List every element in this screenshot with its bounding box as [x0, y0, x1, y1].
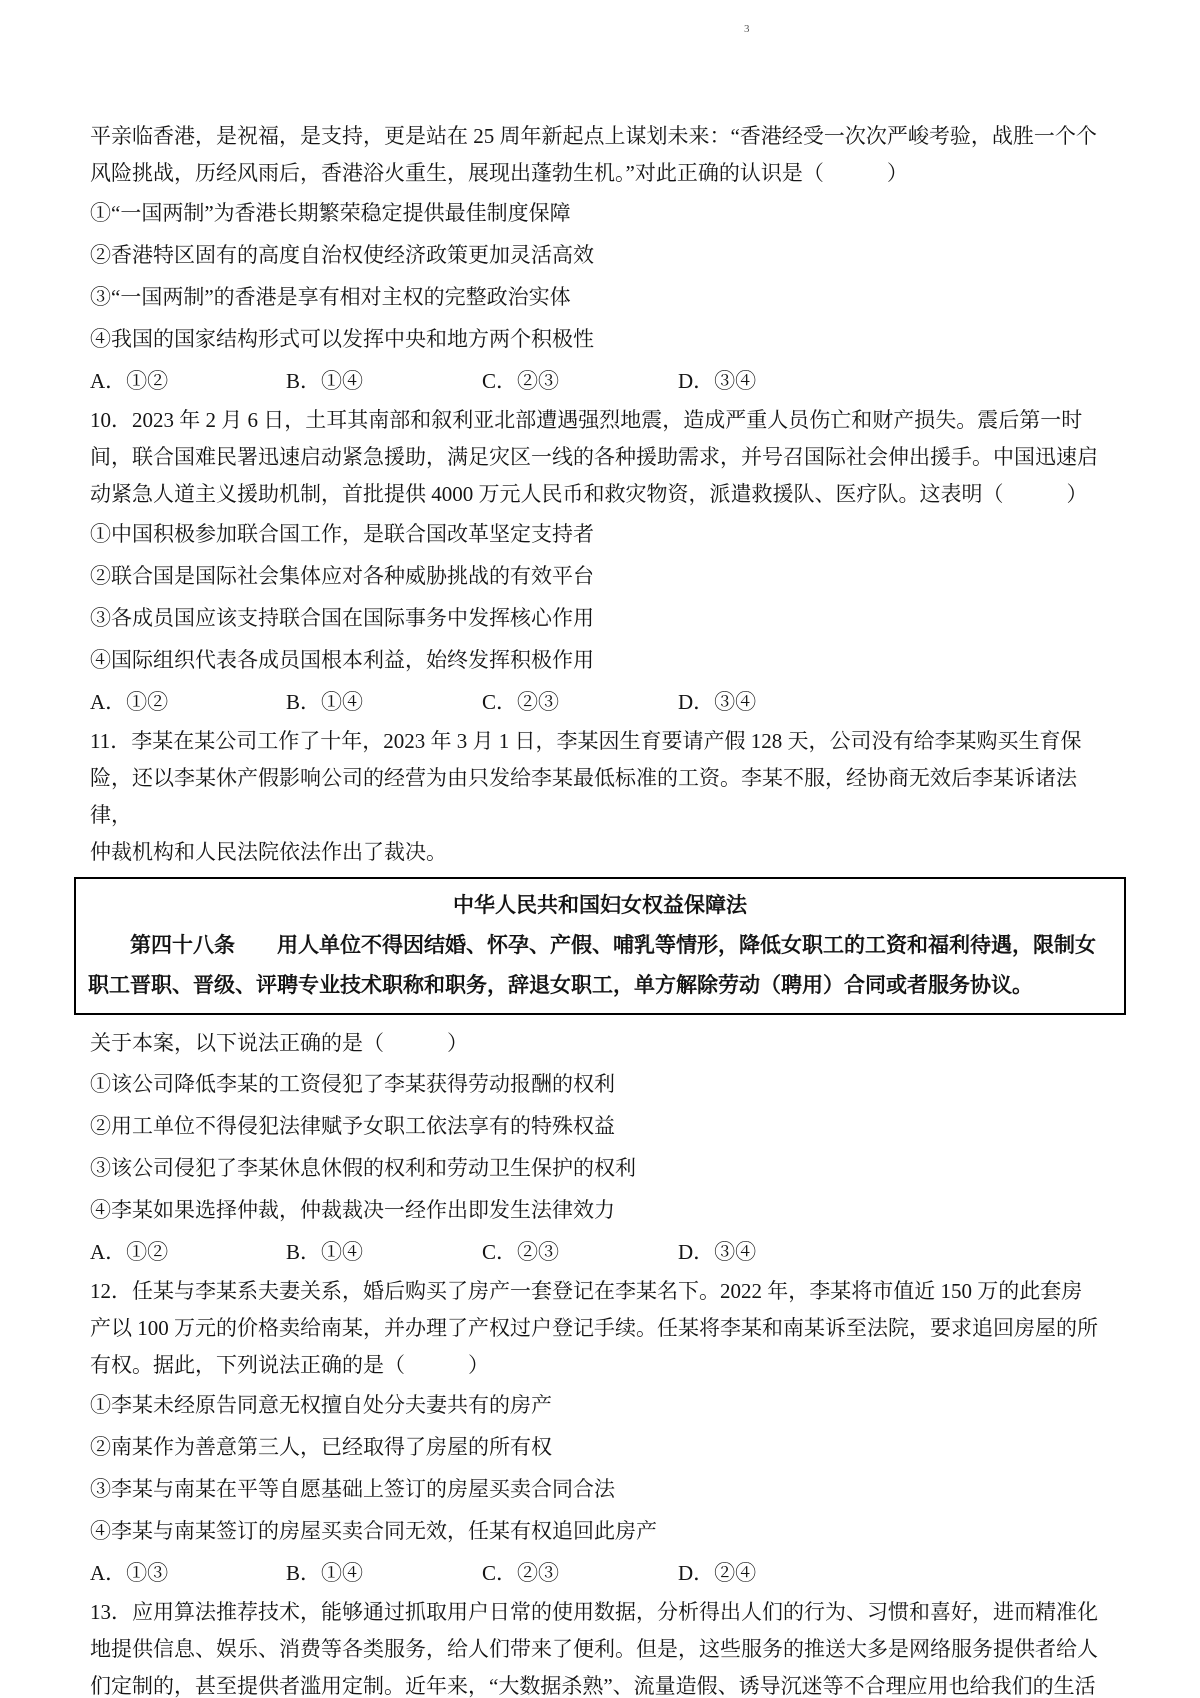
question-9-stem-line-2: 风险挑战，历经风雨后，香港浴火重生，展现出蓬勃生机。”对此正确的认识是（ ） — [90, 161, 908, 185]
question-12-option-3: ③李某与南某在平等自愿基础上签订的房屋买卖合同合法 — [90, 1477, 615, 1501]
question-10-stem-line-2: 间，联合国难民署迅速启动紧急援助，满足灾区一线的各种援助需求，并号召国际社会伸出援手。中国迅速启 — [90, 445, 1098, 469]
question-9-option-3: ③“一国两制”的香港是享有相对主权的完整政治实体 — [90, 285, 571, 309]
question-12-option-4: ④李某与南某签订的房屋买卖合同无效，任某有权追回此房产 — [90, 1519, 657, 1543]
page-corner-mark: 3 — [744, 23, 750, 35]
question-10-option-3: ③各成员国应该支持联合国在国际事务中发挥核心作用 — [90, 606, 594, 630]
question-10 — [90, 402, 1110, 723]
question-11-stem-line-3: 仲裁机构和人民法院依法作出了裁决。 — [90, 840, 447, 864]
question-10-choice-d: D．③④ — [678, 690, 757, 714]
question-9-option-1: ①“一国两制”为香港长期繁荣稳定提供最佳制度保障 — [90, 201, 571, 225]
question-11 — [90, 723, 1110, 1273]
question-10-stem-line-1: 10．2023 年 2 月 6 日，土耳其南部和叙利亚北部遭遇强烈地震，造成严重人员伤亡和财产损失。震后第一时 — [90, 408, 1083, 432]
question-12-option-1: ①李某未经原告同意无权擅自处分夫妻共有的房产 — [90, 1393, 552, 1417]
question-11-option-4: ④李某如果选择仲裁，仲裁裁决一经作出即发生法律效力 — [90, 1198, 615, 1222]
question-12-stem-line-1: 12．任某与李某系夫妻关系，婚后购买了房产一套登记在李某名下。2022 年，李某将市值近 150 万的此套房 — [90, 1279, 1083, 1303]
question-11-choice-b: B．①④ — [286, 1240, 364, 1264]
question-12-choice-a: A．①③ — [90, 1561, 169, 1585]
question-11-option-2: ②用工单位不得侵犯法律赋予女职工依法享有的特殊权益 — [90, 1114, 615, 1138]
question-9-choice-c: C．②③ — [482, 369, 560, 393]
question-9-option-2: ②香港特区固有的高度自治权使经济政策更加灵活高效 — [90, 243, 594, 267]
question-11-choice-d: D．③④ — [678, 1240, 757, 1264]
question-9 — [90, 118, 1110, 402]
question-10-choice-c: C．②③ — [482, 690, 560, 714]
law-box-title: 中华人民共和国妇女权益保障法 — [453, 893, 747, 917]
question-11-prompt-line: 关于本案，以下说法正确的是（ ） — [90, 1031, 468, 1055]
law-box-body-line-1: 第四十八条 用人单位不得因结婚、怀孕、产假、哺乳等情形，降低女职工的工资和福利待遇，限制女 — [130, 933, 1096, 957]
question-13-stem-line-3: 们定制的，甚至提供者滥用定制。近年来，“大数据杀熟”、流量造假、诱导沉迷等不合理应用也给我们的生活 — [90, 1674, 1096, 1698]
question-10-option-2: ②联合国是国际社会集体应对各种威胁挑战的有效平台 — [90, 564, 594, 588]
question-11-choice-c: C．②③ — [482, 1240, 560, 1264]
question-10-option-1: ①中国积极参加联合国工作，是联合国改革坚定支持者 — [90, 522, 594, 546]
question-12 — [90, 1273, 1110, 1594]
question-9-choice-d: D．③④ — [678, 369, 757, 393]
question-11-choices-row — [90, 1231, 1110, 1273]
question-9-choices-row — [90, 360, 1110, 402]
question-13-stem-line-2: 地提供信息、娱乐、消费等各类服务，给人们带来了便利。但是，这些服务的推送大多是网络服务提供者给人 — [90, 1637, 1098, 1661]
question-9-stem-line-1: 平亲临香港，是祝福，是支持，更是站在 25 周年新起点上谋划未来：“香港经受一次次严峻考验，战胜一个个 — [90, 124, 1097, 148]
question-11-choice-a: A．①② — [90, 1240, 169, 1264]
question-9-choice-b: B．①④ — [286, 369, 364, 393]
question-12-choices-row — [90, 1552, 1110, 1594]
question-12-stem-line-3: 有权。据此，下列说法正确的是（ ） — [90, 1353, 489, 1377]
question-9-choice-a: A．①② — [90, 369, 169, 393]
question-12-choice-b: B．①④ — [286, 1561, 364, 1585]
law-box-body-line-2: 职工晋职、晋级、评聘专业技术职称和职务，辞退女职工，单方解除劳动（聘用）合同或者服务协议。 — [88, 973, 1033, 997]
question-12-option-2: ②南某作为善意第三人，已经取得了房屋的所有权 — [90, 1435, 552, 1459]
question-11-stem-line-1: 11．李某在某公司工作了十年，2023 年 3 月 1 日，李某因生育要请产假 128 天，公司没有给李某购买生育保 — [90, 729, 1082, 753]
question-11-option-1: ①该公司降低李某的工资侵犯了李某获得劳动报酬的权利 — [90, 1072, 615, 1096]
question-13-stem-line-1: 13．应用算法推荐技术，能够通过抓取用户日常的使用数据，分析得出人们的行为、习惯和喜好，进而精准化 — [90, 1600, 1098, 1624]
question-10-choice-b: B．①④ — [286, 690, 364, 714]
question-13 — [90, 1594, 1110, 1698]
question-10-stem-line-3: 动紧急人道主义援助机制，首批提供 4000 万元人民币和救灾物资，派遣救援队、医疗队。这表明（ ） — [90, 482, 1088, 506]
question-9-option-4: ④我国的国家结构形式可以发挥中央和地方两个积极性 — [90, 327, 594, 351]
question-11-option-3: ③该公司侵犯了李某休息休假的权利和劳动卫生保护的权利 — [90, 1156, 636, 1180]
question-10-option-4: ④国际组织代表各成员国根本利益，始终发挥积极作用 — [90, 648, 594, 672]
question-11-stem-line-2: 险，还以李某休产假影响公司的经营为由只发给李某最低标准的工资。李某不服，经协商无效后李某诉诸法律， — [90, 766, 1077, 827]
question-12-choice-c: C．②③ — [482, 1561, 560, 1585]
question-12-choice-d: D．②④ — [678, 1561, 757, 1585]
law-excerpt-box — [74, 877, 1126, 1015]
question-10-choices-row — [90, 681, 1110, 723]
question-10-choice-a: A．①② — [90, 690, 169, 714]
question-12-stem-line-2: 产以 100 万元的价格卖给南某，并办理了产权过户登记手续。任某将李某和南某诉至法院，要求追回房屋的所 — [90, 1316, 1098, 1340]
